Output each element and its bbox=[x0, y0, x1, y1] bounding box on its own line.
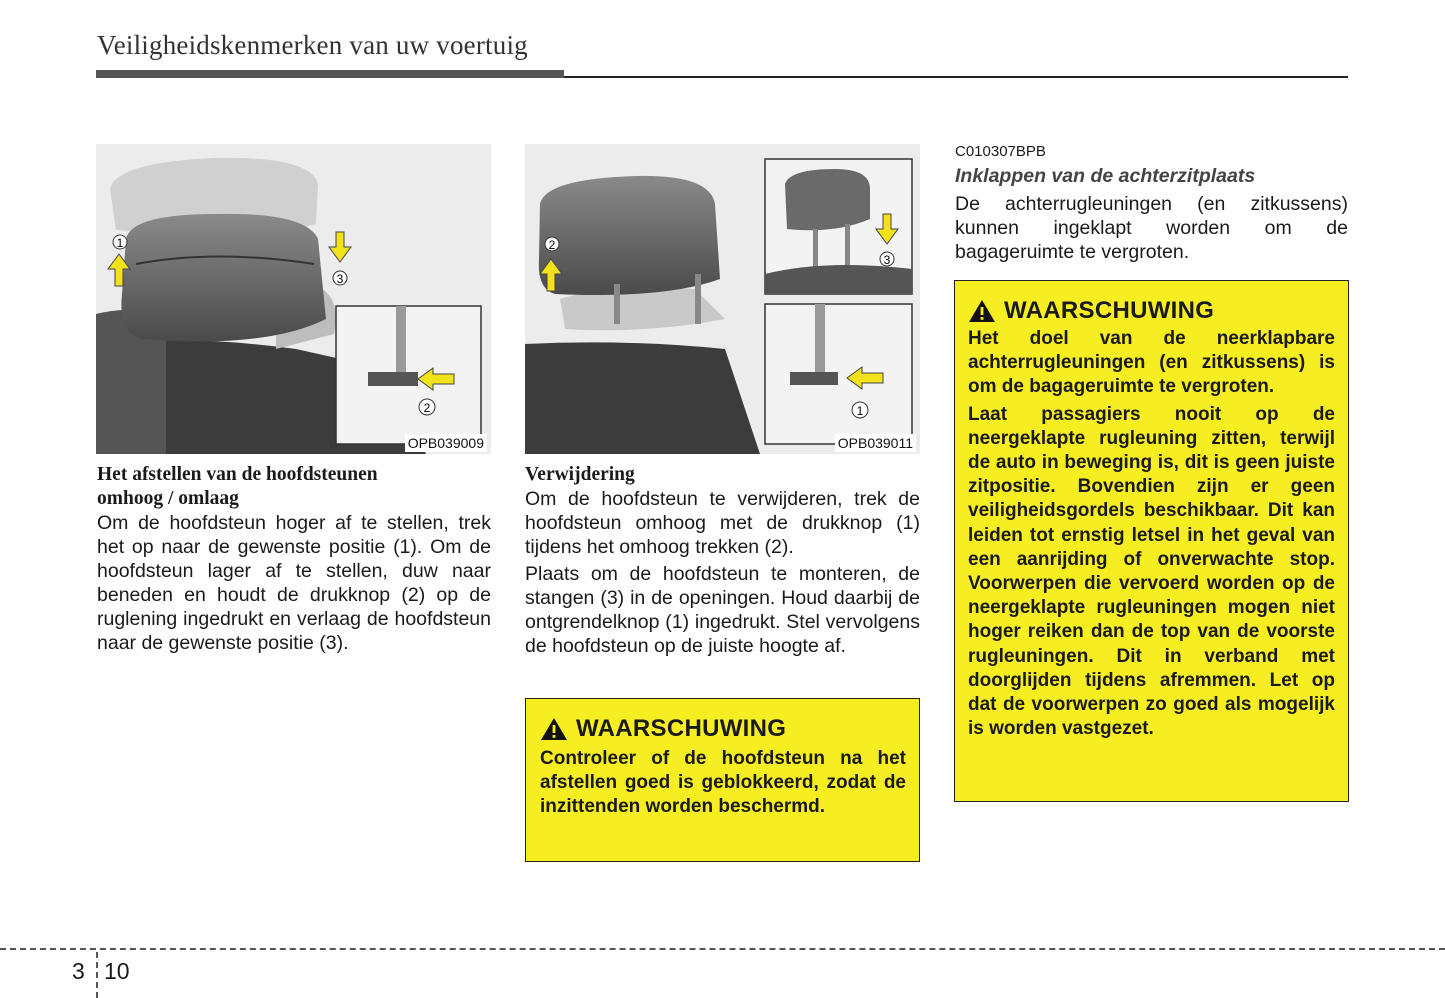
body-paragraph: Om de hoofdsteun te verwijderen, trek de hoofdsteun omhoog met de drukknop (1) tijdens het omhoog trekken (2). bbox=[525, 488, 920, 558]
callout-2: 2 bbox=[548, 238, 556, 252]
warning-title bbox=[968, 297, 1335, 325]
headrest-adjust-illustration bbox=[96, 144, 491, 454]
section-heading: Inklappen van de achterzitplaats bbox=[955, 165, 1256, 187]
warning-box bbox=[525, 698, 920, 862]
col1-text bbox=[97, 463, 491, 655]
col3-text bbox=[955, 192, 1348, 264]
figure-code: OPB039009 bbox=[405, 434, 487, 452]
page-header-title: Veiligheidskenmerken van uw voertuig bbox=[97, 30, 528, 60]
callout-3: 3 bbox=[883, 253, 891, 267]
figure-code: OPB039011 bbox=[835, 434, 916, 452]
warning-paragraph: Het doel van de neerklapbare achterrugleuningen (en zitkussens) is om de bagageruimte te vergroten. bbox=[968, 328, 1335, 398]
warning-text bbox=[540, 747, 906, 820]
callout-1: 1 bbox=[116, 236, 124, 250]
page-number: 10 bbox=[104, 958, 130, 984]
section-heading-line2: omhoog / omlaag bbox=[97, 488, 239, 509]
callout-1: 1 bbox=[856, 404, 864, 418]
warning-triangle-icon bbox=[968, 299, 996, 323]
section-heading: Het afstellen van de hoofdsteunen bbox=[97, 464, 378, 485]
chapter-number: 3 bbox=[72, 958, 85, 984]
headrest-remove-illustration bbox=[525, 144, 920, 454]
body-paragraph: Om de hoofdsteun hoger af te stellen, trek het op naar de gewenste positie (1). Om de hoofdsteun lager af te stellen, duw naar beneden en houdt de drukknop (2) op de ruglening ingedrukt en verlaag de hoofdsteun naar de gewenste positie (3). bbox=[97, 512, 491, 654]
col2-text bbox=[525, 463, 920, 658]
warning-title bbox=[540, 715, 906, 743]
warning-paragraph: Controleer of de hoofdsteun na het afstellen goed is geblokkeerd, zodat de inzittenden worden beschermd. bbox=[540, 748, 906, 818]
body-paragraph: Plaats om de hoofdsteun te monteren, de stangen (3) in de openingen. Houd daarbij de ontgrendelknop (1) ingedrukt. Stel vervolgens de hoofdsteun op de juiste hoogte af. bbox=[525, 563, 920, 657]
warning-text bbox=[968, 327, 1335, 741]
callout-3: 3 bbox=[336, 272, 344, 286]
warning-box bbox=[954, 280, 1349, 802]
callout-2: 2 bbox=[423, 401, 431, 415]
headrest-remove-figure bbox=[525, 144, 920, 454]
warning-triangle-icon bbox=[540, 717, 568, 741]
header-rule-thin bbox=[564, 76, 1348, 78]
section-code: C010307BPB bbox=[955, 143, 1046, 160]
warning-title-text: WAARSCHUWING bbox=[576, 715, 787, 742]
headrest-adjust-figure bbox=[96, 144, 491, 454]
footer-rule bbox=[0, 948, 1445, 950]
section-heading: Verwijdering bbox=[525, 464, 635, 485]
footer-divider bbox=[96, 952, 98, 998]
body-paragraph: De achterrugleuningen (en zitkussens) kunnen ingeklapt worden om de bagageruimte te vergroten. bbox=[955, 193, 1348, 263]
header-rule bbox=[96, 70, 564, 78]
warning-paragraph: Laat passagiers nooit op de neergeklapte rugleuning zitten, terwijl de auto in beweging is, dit is geen juiste zitpositie. Bovendien zijn er geen veiligheidsgordels beschikbaar. Dit kan leiden tot ernstig letsel in het geval van een aanrijding of onverwachte stop. Voorwerpen die vervoerd worden op de neergeklapte rugleuningen mogen niet hoger reiken dan de top van de voorste rugleuningen. Dit in verband met doorglijden tijdens afremmen. Let op dat de voorwerpen zo goed als mogelijk is worden vastgezet. bbox=[968, 403, 1335, 740]
warning-title-text: WAARSCHUWING bbox=[1004, 297, 1215, 324]
